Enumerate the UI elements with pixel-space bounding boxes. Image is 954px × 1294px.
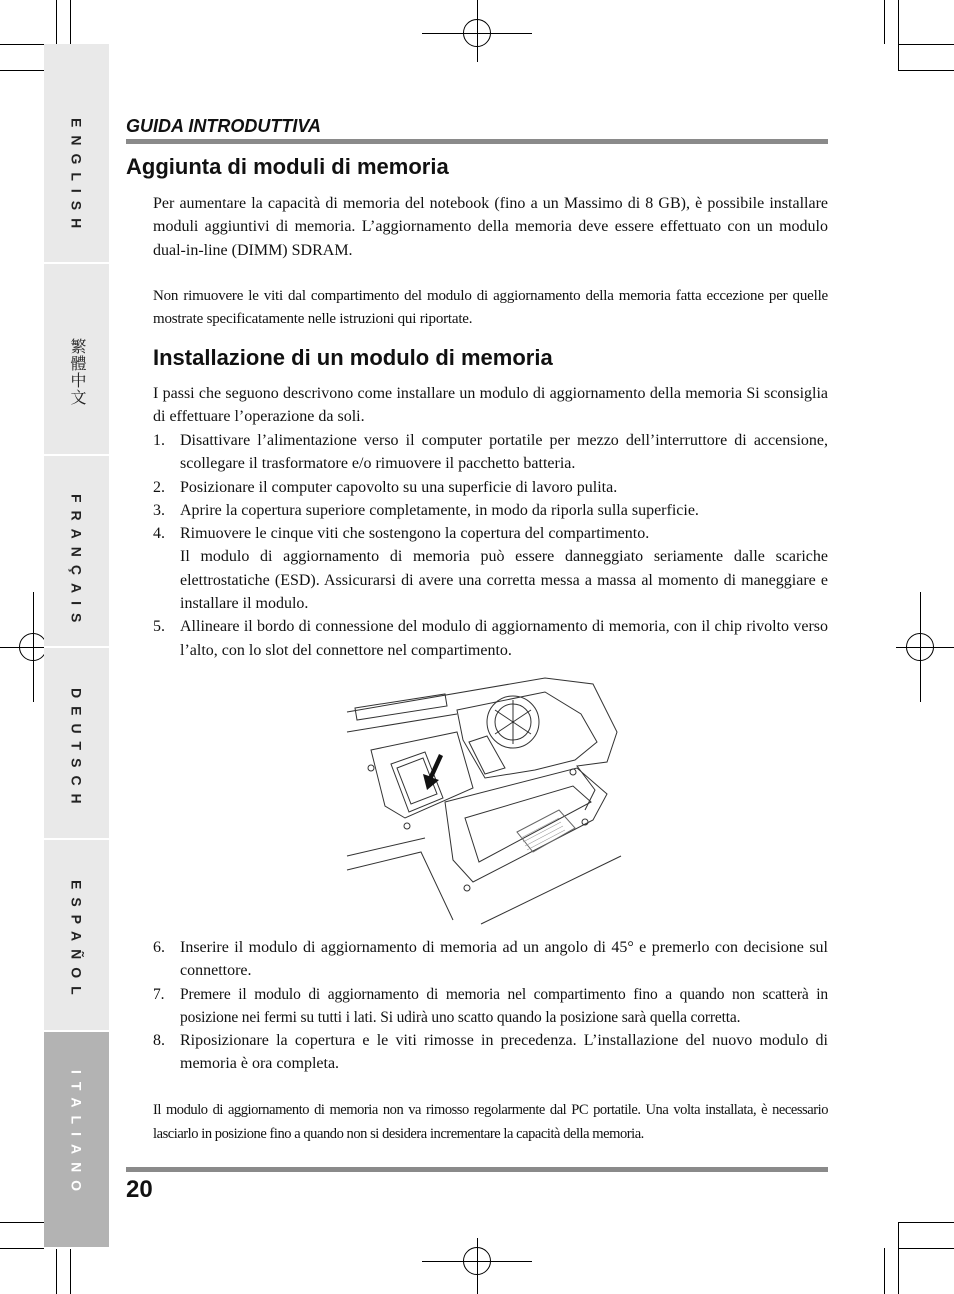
step-number: 8. <box>153 1032 165 1050</box>
steps-list-first <box>153 429 828 662</box>
step-text: Posizionare il computer capovolto su una superficie di lavoro pulita. <box>180 478 618 496</box>
memory-compartment-illustration <box>345 670 625 925</box>
language-tabs <box>44 44 109 1249</box>
closing-note: Il modulo di aggiornamento di memoria non va rimosso regolarmente dal PC portatile. Una volta installata, è necessario lasciarlo in posizione fino a quando non si desidera incrementare la capacità della memoria. <box>153 1102 828 1142</box>
step-number: 6. <box>153 939 165 956</box>
step-text: Aprire la copertura superiore completamente, in modo da riporla sulla superficie. <box>180 501 699 519</box>
step-text: Allineare il bordo di connessione del modulo di aggiornamento di memoria, con il chip rivolto verso l’alto, con lo slot del connettore nel compartimento. <box>180 618 828 659</box>
tab-italiano[interactable] <box>44 1032 109 1249</box>
step-text: Premere il modulo di aggiornamento di memoria nel compartimento fino a quando non scatterà in posizione nei fermi su tutti i lati. Si udirà uno scatto quando la posizione sarà quella corretta. <box>180 985 828 1026</box>
install-intro: I passi che seguono descrivono come installare un modulo di aggiornamento della memoria Si sconsiglia di effettuare l’operazione da soli. <box>153 385 828 426</box>
step-text: Inserire il modulo di aggiornamento di memoria ad un angolo di 45° e premerlo con decisione sul connettore. <box>180 939 828 980</box>
tab-label: FRANÇAIS <box>68 494 85 631</box>
page-number: 20 <box>126 1176 153 1203</box>
footer-rule <box>126 1167 828 1172</box>
step-text: Disattivare l’alimentazione verso il computer portatile per mezzo dell’interruttore di accensione, scollegare il trasformatore e/o rimuovere il pacchetto batteria. <box>180 432 828 473</box>
step-number: 3. <box>153 501 165 519</box>
step-text: Riposizionare la copertura e le viti rimosse in precedenza. L’installazione del nuovo modulo di memoria è ora completa. <box>180 1032 828 1073</box>
step-number: 4. <box>153 525 165 543</box>
step-item <box>153 499 828 522</box>
tab-label: ENGLISH <box>68 118 85 237</box>
tab-label: 繁體中文 <box>68 338 85 406</box>
heading-install-memory: Installazione di un modulo di memoria <box>153 345 553 370</box>
step-item <box>153 522 828 615</box>
tab-francais[interactable] <box>44 456 109 648</box>
step-text: Rimuovere le cinque viti che sostengono la copertura del compartimento. <box>180 525 650 543</box>
tab-traditional-chinese[interactable] <box>44 264 109 456</box>
tab-deutsch[interactable] <box>44 648 109 840</box>
step-number: 5. <box>153 618 165 636</box>
tab-label: ESPAÑOL <box>68 880 85 1003</box>
step-item <box>153 983 828 1030</box>
step-item <box>153 615 828 662</box>
warning-paragraph: Non rimuovere le viti dal compartimento del modulo di aggiornamento della memoria fatta eccezione per quelle mostrate specificatamente nelle istruzioni qui riportate. <box>153 288 828 328</box>
header-rule <box>126 139 828 144</box>
step-number: 1. <box>153 432 165 449</box>
intro-paragraph: Per aumentare la capacità di memoria del notebook (fino a un Massimo di 8 GB), è possibile installare moduli aggiuntivi di memoria. L’aggiornamento della memoria deve essere effettuato con un modulo dual-in-line (DIMM) SDRAM. <box>153 195 828 259</box>
step-item <box>153 476 828 499</box>
section-header-title: GUIDA INTRODUTTIVA <box>126 116 321 136</box>
tab-espanol[interactable] <box>44 840 109 1032</box>
step-number: 2. <box>153 478 165 496</box>
step-number: 7. <box>153 985 165 1003</box>
esd-note: Il modulo di aggiornamento di memoria può essere danneggiato seriamente dalle scariche elettrostatiche (ESD). Assicurarsi di avere una corretta messa a massa al momento di maneggiare e installare il modulo. <box>180 548 828 613</box>
tab-label: DEUTSCH <box>68 688 85 812</box>
step-item <box>153 429 828 476</box>
tab-english[interactable] <box>44 44 109 264</box>
step-item <box>153 1029 828 1076</box>
tab-label: ITALIANO <box>68 1070 85 1200</box>
step-item <box>153 936 828 983</box>
steps-list-second <box>153 936 828 1076</box>
heading-add-memory: Aggiunta di moduli di memoria <box>126 154 449 179</box>
